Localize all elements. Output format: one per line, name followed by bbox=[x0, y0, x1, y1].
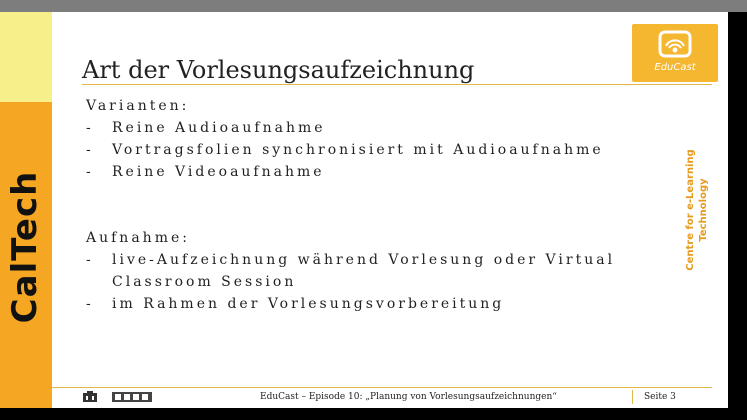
bullet-dash: - bbox=[86, 120, 94, 136]
footer-separator bbox=[632, 390, 633, 404]
podcast-icon bbox=[658, 30, 692, 60]
list-item bbox=[86, 293, 706, 315]
dfki-logo-icon bbox=[112, 391, 152, 403]
window-right-edge bbox=[728, 12, 747, 408]
section-heading: Aufnahme: bbox=[86, 230, 190, 246]
bullet-dash: - bbox=[86, 164, 94, 180]
caltech-logo: CalTech bbox=[5, 170, 45, 324]
page-number: Seite 3 bbox=[644, 392, 676, 402]
footer-divider bbox=[52, 387, 712, 388]
section-heading: Varianten: bbox=[86, 98, 190, 114]
university-crest-icon bbox=[82, 391, 98, 403]
org-label-line2: Technology bbox=[698, 178, 709, 242]
educast-logo-text: EduCast bbox=[654, 62, 696, 73]
list-item bbox=[86, 161, 706, 183]
list-item-text: Reine Audioaufnahme bbox=[112, 120, 326, 136]
list-item bbox=[86, 117, 706, 139]
list-item-text: Vortragsfolien synchronisiert mit Audioaufnahme bbox=[112, 142, 604, 158]
org-label bbox=[685, 149, 709, 271]
slide-content bbox=[86, 95, 706, 315]
list-item-text: Reine Videoaufnahme bbox=[112, 164, 325, 180]
bullet-dash: - bbox=[86, 296, 94, 312]
presentation-slide bbox=[0, 12, 728, 408]
footer-episode-title: EduCast – Episode 10: „Planung von Vorlesungsaufzeichnungen“ bbox=[260, 392, 557, 402]
title-divider bbox=[82, 84, 712, 85]
list-item-text: Classroom Session bbox=[112, 274, 297, 290]
bullet-dash: - bbox=[86, 142, 94, 158]
bullet-dash: - bbox=[86, 252, 94, 268]
list-item-text: live-Aufzeichnung während Vorlesung oder Virtual bbox=[112, 252, 616, 268]
window-top-bar bbox=[0, 0, 747, 12]
list-item bbox=[86, 249, 706, 271]
list-item bbox=[86, 139, 706, 161]
org-label-line1: Centre for e-Learning bbox=[685, 149, 696, 271]
list-item-continuation bbox=[86, 271, 706, 293]
slide-title: Art der Vorlesungsaufzeichnung bbox=[82, 56, 475, 84]
list-item-text: im Rahmen der Vorlesungsvorbereitung bbox=[112, 296, 505, 312]
educast-logo bbox=[632, 24, 718, 82]
slide-yellow-corner bbox=[0, 12, 52, 102]
